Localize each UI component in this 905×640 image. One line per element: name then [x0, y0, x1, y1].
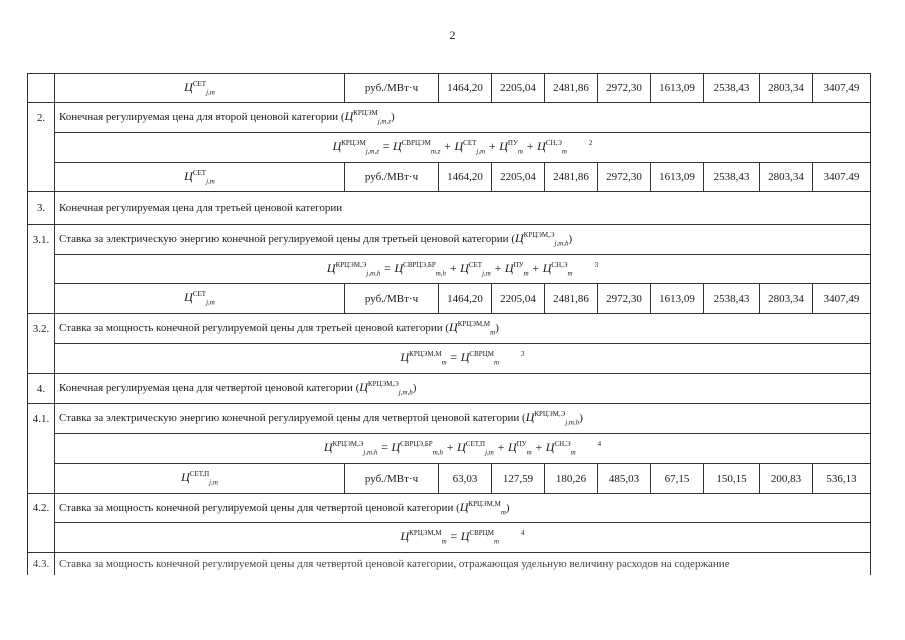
value-cell: 1613,09	[651, 163, 704, 192]
value-cell: 2481,86	[545, 163, 598, 192]
value-cell: 2538,43	[704, 163, 760, 192]
section-row	[28, 192, 871, 225]
value-cell: 2481,86	[545, 284, 598, 314]
section-row	[28, 374, 871, 404]
value-cell: 1613,09	[651, 284, 704, 314]
section-number: 3.1.	[28, 225, 55, 255]
footnote-ref: 4	[521, 529, 525, 538]
value-cell: 3407,49	[813, 74, 871, 103]
value-cell: 2481,86	[545, 74, 598, 103]
footnote-ref: 2	[588, 139, 593, 148]
table-row	[28, 74, 871, 103]
row-symbol: $Ц^{СЕТ}_{j,m}$	[55, 163, 345, 192]
section-title: Ставка за электрическую энергию конечной регулируемой цены для третьей ценовой категории $(Ц^{КРЦЭМ,Э}_{j,m,h})$	[55, 225, 871, 255]
table-row	[28, 284, 871, 314]
page-number: 2	[449, 28, 456, 42]
section-title: Ставка за мощность конечной регулируемой цены для третьей ценовой категории $(Ц^{КРЦЭМ,М}_m)$	[55, 314, 871, 344]
value-cell: 2972,30	[598, 74, 651, 103]
row-symbol: $Ц^{СЕТ,П}_{j,m}$	[55, 464, 345, 494]
value-cell: 1464,20	[439, 284, 492, 314]
section-title: Ставка за электрическую энергию конечной регулируемой цены для четвертой ценовой категории $(Ц^{КРЦЭМ,Э}_{j,m,h})$	[55, 404, 871, 434]
section-row	[28, 314, 871, 344]
formula: $Ц^{КРЦЭМ,М}_m = Ц^{СВРЦМ}_m^3$	[55, 344, 871, 374]
section-number: 3.	[28, 192, 55, 225]
value-cell: 2205,04	[492, 284, 545, 314]
formula-row	[28, 344, 871, 374]
value-cell: 2205,04	[492, 163, 545, 192]
section-title: Конечная регулируемая цена для второй ценовой категории $(Ц^{КРЦЭМ}_{j,m,z})$	[55, 103, 871, 133]
row-unit: руб./МВт·ч	[345, 464, 439, 494]
row-unit: руб./МВт·ч	[345, 74, 439, 103]
formula: $Ц^{КРЦЭМ}_{j,m,z} = Ц^{СВРЦЭМ}_{m,z} + Ц^{СЕТ}_{j,m} + Ц^{ПУ}_m + Ц^{СН,Э}_m^2$	[55, 133, 871, 163]
section-title: Ставка за мощность конечной регулируемой цены для четвертой ценовой категории $(Ц^{КРЦЭМ,М}_m)$	[55, 494, 871, 523]
table-row	[28, 464, 871, 494]
value-cell: 3407,49	[813, 284, 871, 314]
section-row	[28, 103, 871, 133]
value-cell: 200,83	[760, 464, 813, 494]
row-unit: руб./МВт·ч	[345, 284, 439, 314]
formula: $Ц^{КРЦЭМ,М}_m = Ц^{СВРЦМ}_m^4$	[55, 523, 871, 553]
value-cell: 2538,43	[704, 74, 760, 103]
section-number: 4.3.	[28, 553, 55, 575]
section-row	[28, 494, 871, 523]
value-cell: 2803,34	[760, 163, 813, 192]
formula-row	[28, 255, 871, 284]
row-symbol: $Ц^{СЕТ}_{j,m}$	[55, 284, 345, 314]
value-cell: 2803,34	[760, 284, 813, 314]
value-cell: 485,03	[598, 464, 651, 494]
row-unit: руб./МВт·ч	[345, 163, 439, 192]
section-row	[28, 553, 871, 575]
section-title: Ставка за мощность конечной регулируемой цены для четвертой ценовой категории, отражающая удельную величину расходов на содержание	[55, 553, 871, 575]
value-cell: 180,26	[545, 464, 598, 494]
footnote-ref: 3	[594, 260, 599, 269]
value-cell: 2538,43	[704, 284, 760, 314]
value-cell: 150,15	[704, 464, 760, 494]
value-cell: 3407.49	[813, 163, 871, 192]
footnote-ref: 3	[521, 350, 525, 359]
section-row	[28, 404, 871, 434]
formula-row	[28, 523, 871, 553]
section-number: 3.2.	[28, 314, 55, 344]
formula: $Ц^{КРЦЭМ,Э}_{j,m,h} = Ц^{СВРЦЭ,БР}_{m,h} + Ц^{СЕТ}_{j,m} + Ц^{ПУ}_m + Ц^{СН,Э}_m^3$	[55, 255, 871, 284]
value-cell: 2803,34	[760, 74, 813, 103]
value-cell: 1464,20	[439, 163, 492, 192]
tariff-table	[27, 73, 871, 575]
value-cell: 2972,30	[598, 284, 651, 314]
table-row	[28, 163, 871, 192]
section-title: Конечная регулируемая цена для третьей ценовой категории	[55, 192, 871, 225]
value-cell: 2972,30	[598, 163, 651, 192]
value-cell: 63,03	[439, 464, 492, 494]
section-number: 4.1.	[28, 404, 55, 434]
value-cell: 127,59	[492, 464, 545, 494]
section-number: 4.2.	[28, 494, 55, 523]
formula-row	[28, 434, 871, 464]
value-cell: 2205,04	[492, 74, 545, 103]
value-cell: 67,15	[651, 464, 704, 494]
value-cell: 536,13	[813, 464, 871, 494]
section-row	[28, 225, 871, 255]
footnote-ref: 4	[597, 440, 602, 449]
value-cell: 1613,09	[651, 74, 704, 103]
section-number: 2.	[28, 103, 55, 133]
section-number: 4.	[28, 374, 55, 404]
row-number	[28, 74, 55, 103]
section-title: Конечная регулируемая цена для четвертой ценовой категории $(Ц^{КРЦЭМ,Э}_{j,m,h})$	[55, 374, 871, 404]
value-cell: 1464,20	[439, 74, 492, 103]
row-symbol: $Ц^{СЕТ}_{j,m}$	[55, 74, 345, 103]
formula: $Ц^{КРЦЭМ,Э}_{j,m,h} = Ц^{СВРЦЭ,БР}_{m,h} + Ц^{СЕТ,П}_{j,m} + Ц^{ПУ}_m + Ц^{СН,Э}_m^4$	[55, 434, 871, 464]
formula-row	[28, 133, 871, 163]
